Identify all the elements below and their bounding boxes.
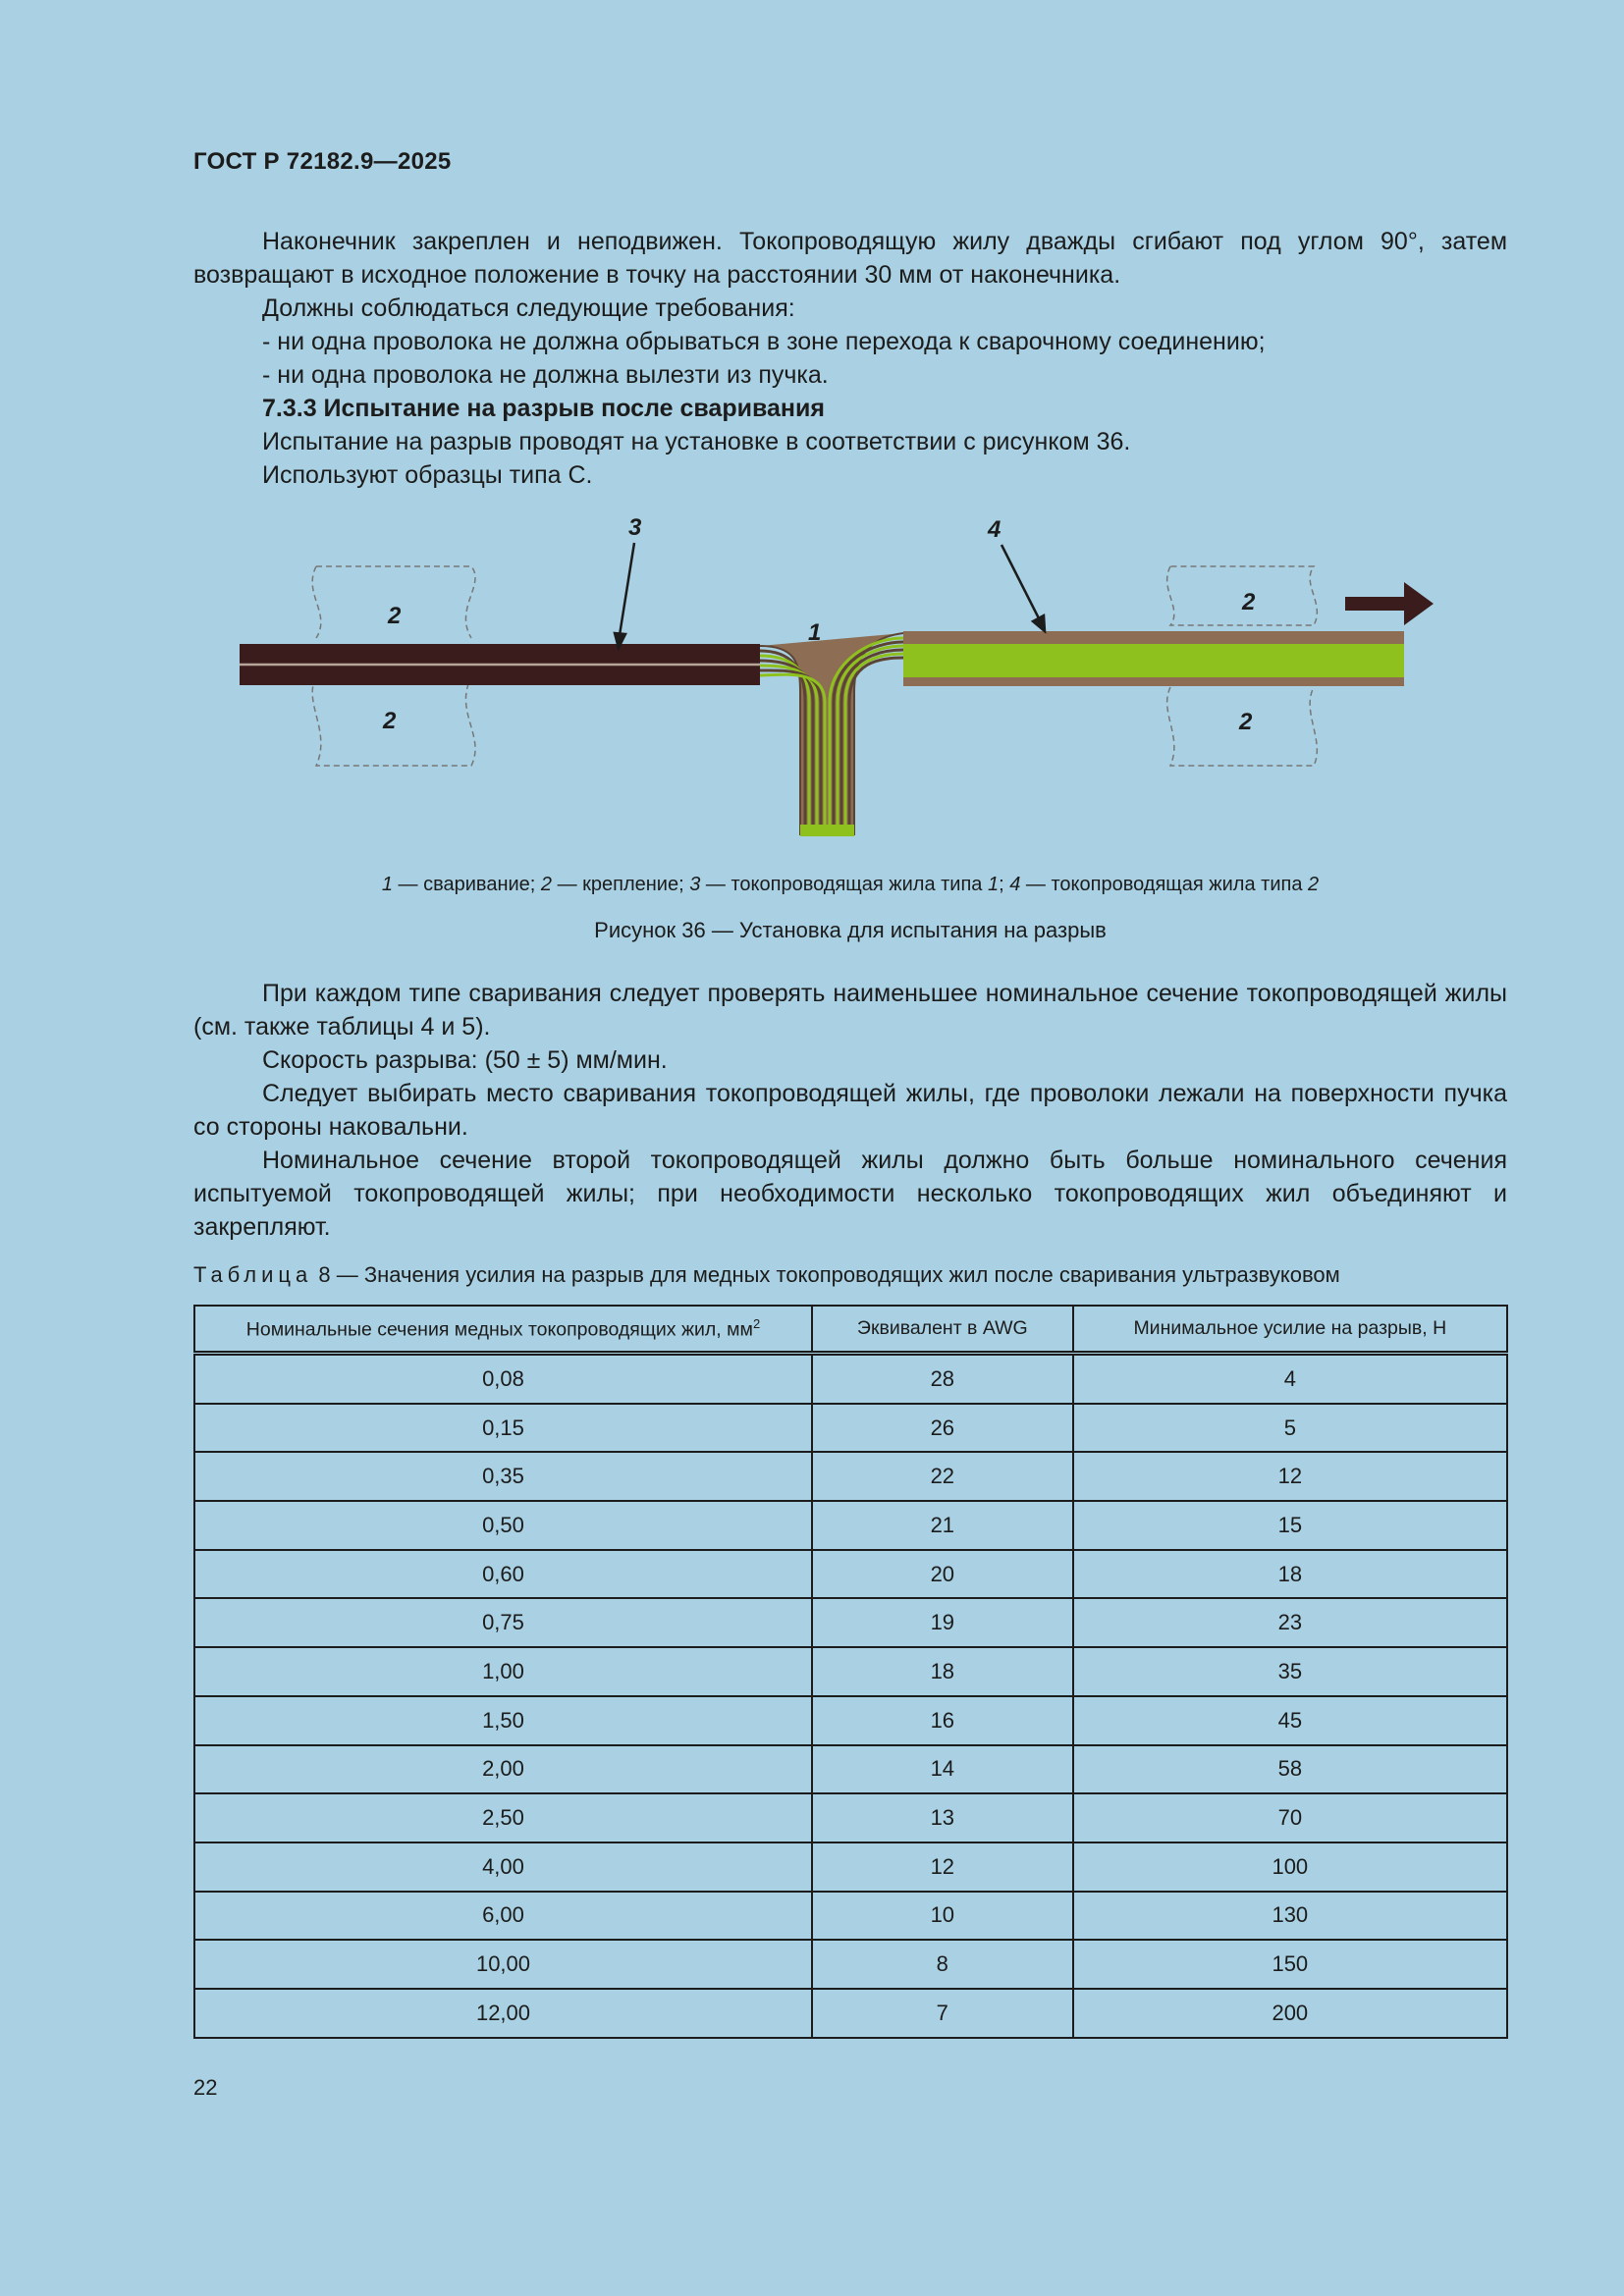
cell-cross-section: 0,50 xyxy=(194,1501,812,1550)
legend-text: ; xyxy=(999,874,1010,895)
cell-min-force: 130 xyxy=(1073,1892,1507,1941)
table-row xyxy=(194,1501,1507,1550)
cell-min-force: 23 xyxy=(1073,1598,1507,1647)
legend-text: — токопроводящая жила типа xyxy=(700,874,988,895)
paragraph: Следует выбирать место сваривания токопроводящей жилы, где проволоки лежали на поверхности пучка со стороны наковальни. xyxy=(193,1080,1507,1141)
cell-min-force: 58 xyxy=(1073,1745,1507,1794)
leader-line-4 xyxy=(1001,545,1039,618)
cell-cross-section: 2,00 xyxy=(194,1745,812,1794)
paragraph: Испытание на разрыв проводят на установке в соответствии с рисунком 36. xyxy=(262,428,1131,455)
cell-awg: 13 xyxy=(812,1793,1073,1842)
table-row xyxy=(194,1696,1507,1745)
paragraph: Используют образцы типа С. xyxy=(262,461,593,489)
intro-text xyxy=(193,225,1507,492)
legend-number: 1 xyxy=(987,874,1000,895)
cell-awg: 10 xyxy=(812,1892,1073,1941)
cell-awg: 20 xyxy=(812,1550,1073,1599)
label-clamp: 2 xyxy=(383,708,397,734)
paragraph: Наконечник закреплен и неподвижен. Токопроводящую жилу дважды сгибают под углом 90°, затем возвращают в исходное положение в точку на расстоянии 30 мм от наконечника. xyxy=(193,228,1507,289)
cell-cross-section: 0,15 xyxy=(194,1404,812,1453)
figure-caption: Рисунок 36 — Установка для испытания на разрыв xyxy=(594,918,1107,942)
legend-text: — токопроводящая жила типа xyxy=(1020,874,1308,895)
list-item: - ни одна проволока не должна обрываться в зоне перехода к сварочному соединению; xyxy=(262,328,1266,355)
table-row xyxy=(194,1892,1507,1941)
label-clamp: 2 xyxy=(1242,589,1256,615)
cell-min-force: 70 xyxy=(1073,1793,1507,1842)
paragraph: Должны соблюдаться следующие требования: xyxy=(262,294,795,322)
label-clamp: 2 xyxy=(388,603,402,629)
table-row xyxy=(194,1647,1507,1696)
cell-min-force: 4 xyxy=(1073,1354,1507,1404)
weld-zone xyxy=(760,633,903,836)
paragraph: При каждом типе сваривания следует проверять наименьшее номинальное сечение токопроводящей жилы (см. также таблицы 4 и 5). xyxy=(193,980,1507,1041)
figure-legend xyxy=(193,874,1507,896)
paragraph: Скорость разрыва: (50 ± 5) мм/мин. xyxy=(262,1046,668,1074)
cell-cross-section: 0,08 xyxy=(194,1354,812,1404)
cell-cross-section: 0,35 xyxy=(194,1452,812,1501)
legend-number: 2 xyxy=(540,874,553,895)
cell-awg: 28 xyxy=(812,1354,1073,1404)
header-text: Номинальные сечения медных токопроводящих жил, мм xyxy=(245,1318,753,1341)
table-row xyxy=(194,1550,1507,1599)
cell-awg: 8 xyxy=(812,1940,1073,1989)
table-row xyxy=(194,1745,1507,1794)
table-row xyxy=(194,1842,1507,1892)
legend-number: 3 xyxy=(689,874,701,895)
cell-min-force: 150 xyxy=(1073,1940,1507,1989)
conductor-type-2 xyxy=(903,631,1404,686)
label-clamp: 2 xyxy=(1239,709,1253,735)
cell-cross-section: 10,00 xyxy=(194,1940,812,1989)
table-body xyxy=(194,1354,1507,2038)
cell-awg: 12 xyxy=(812,1842,1073,1892)
table-row xyxy=(194,1598,1507,1647)
table-title-word: Таблица xyxy=(193,1262,313,1287)
cell-min-force: 35 xyxy=(1073,1647,1507,1696)
breaking-force-table xyxy=(193,1305,1508,2039)
cell-awg: 21 xyxy=(812,1501,1073,1550)
legend-number: 4 xyxy=(1009,874,1021,895)
cell-cross-section: 2,50 xyxy=(194,1793,812,1842)
page-number: 22 xyxy=(193,2075,218,2100)
label-conductor-2: 4 xyxy=(988,516,1001,543)
table-row xyxy=(194,1989,1507,2038)
cell-cross-section: 4,00 xyxy=(194,1842,812,1892)
cell-awg: 26 xyxy=(812,1404,1073,1453)
cell-min-force: 100 xyxy=(1073,1842,1507,1892)
cell-awg: 19 xyxy=(812,1598,1073,1647)
legend-text: — крепление; xyxy=(552,874,690,895)
cell-cross-section: 0,60 xyxy=(194,1550,812,1599)
table-header-row xyxy=(194,1306,1507,1354)
legend-text: — сваривание; xyxy=(392,874,541,895)
leader-arrowhead-4 xyxy=(1033,615,1045,631)
header-awg: Эквивалент в AWG xyxy=(812,1306,1073,1354)
table-title-text: 8 — Значения усилия на разрыв для медных токопроводящих жил после сваривания ультразвуковом xyxy=(312,1262,1340,1287)
cell-awg: 16 xyxy=(812,1696,1073,1745)
cell-min-force: 200 xyxy=(1073,1989,1507,2038)
legend-number: 1 xyxy=(381,874,393,895)
table-row xyxy=(194,1940,1507,1989)
cell-cross-section: 1,00 xyxy=(194,1647,812,1696)
paragraph: Номинальное сечение второй токопроводящей жилы должно быть больше номинального сечения испытуемой токопроводящей жилы; при необходимости несколько токопроводящих жил объединяют и закрепляют. xyxy=(193,1147,1507,1241)
table-title xyxy=(193,1262,1507,1288)
cell-awg: 14 xyxy=(812,1745,1073,1794)
cell-awg: 18 xyxy=(812,1647,1073,1696)
table-row xyxy=(194,1354,1507,1404)
cell-awg: 22 xyxy=(812,1452,1073,1501)
body-text xyxy=(193,977,1507,1244)
document-id-header: ГОСТ Р 72182.9—2025 xyxy=(193,148,452,175)
cell-cross-section: 6,00 xyxy=(194,1892,812,1941)
list-item: - ни одна проволока не должна вылезти из пучка. xyxy=(262,361,829,389)
table-row xyxy=(194,1793,1507,1842)
cell-min-force: 12 xyxy=(1073,1452,1507,1501)
legend-number: 2 xyxy=(1308,874,1320,895)
tensile-test-diagram xyxy=(226,506,1492,879)
cell-min-force: 45 xyxy=(1073,1696,1507,1745)
header-min-force: Минимальное усилие на разрыв, Н xyxy=(1073,1306,1507,1354)
table-row xyxy=(194,1404,1507,1453)
leader-line-3 xyxy=(620,543,634,635)
cell-cross-section: 0,75 xyxy=(194,1598,812,1647)
label-weld: 1 xyxy=(808,619,822,646)
cell-cross-section: 1,50 xyxy=(194,1696,812,1745)
cell-min-force: 18 xyxy=(1073,1550,1507,1599)
header-cross-section xyxy=(194,1306,812,1354)
pull-direction-arrow xyxy=(1345,582,1434,625)
table-row xyxy=(194,1452,1507,1501)
cell-cross-section: 12,00 xyxy=(194,1989,812,2038)
label-conductor-1: 3 xyxy=(628,514,642,541)
conductor-type-1 xyxy=(240,644,760,685)
cell-min-force: 15 xyxy=(1073,1501,1507,1550)
header-superscript: 2 xyxy=(752,1315,761,1331)
cell-min-force: 5 xyxy=(1073,1404,1507,1453)
cell-awg: 7 xyxy=(812,1989,1073,2038)
section-heading: 7.3.3 Испытание на разрыв после сваривания xyxy=(262,395,825,422)
